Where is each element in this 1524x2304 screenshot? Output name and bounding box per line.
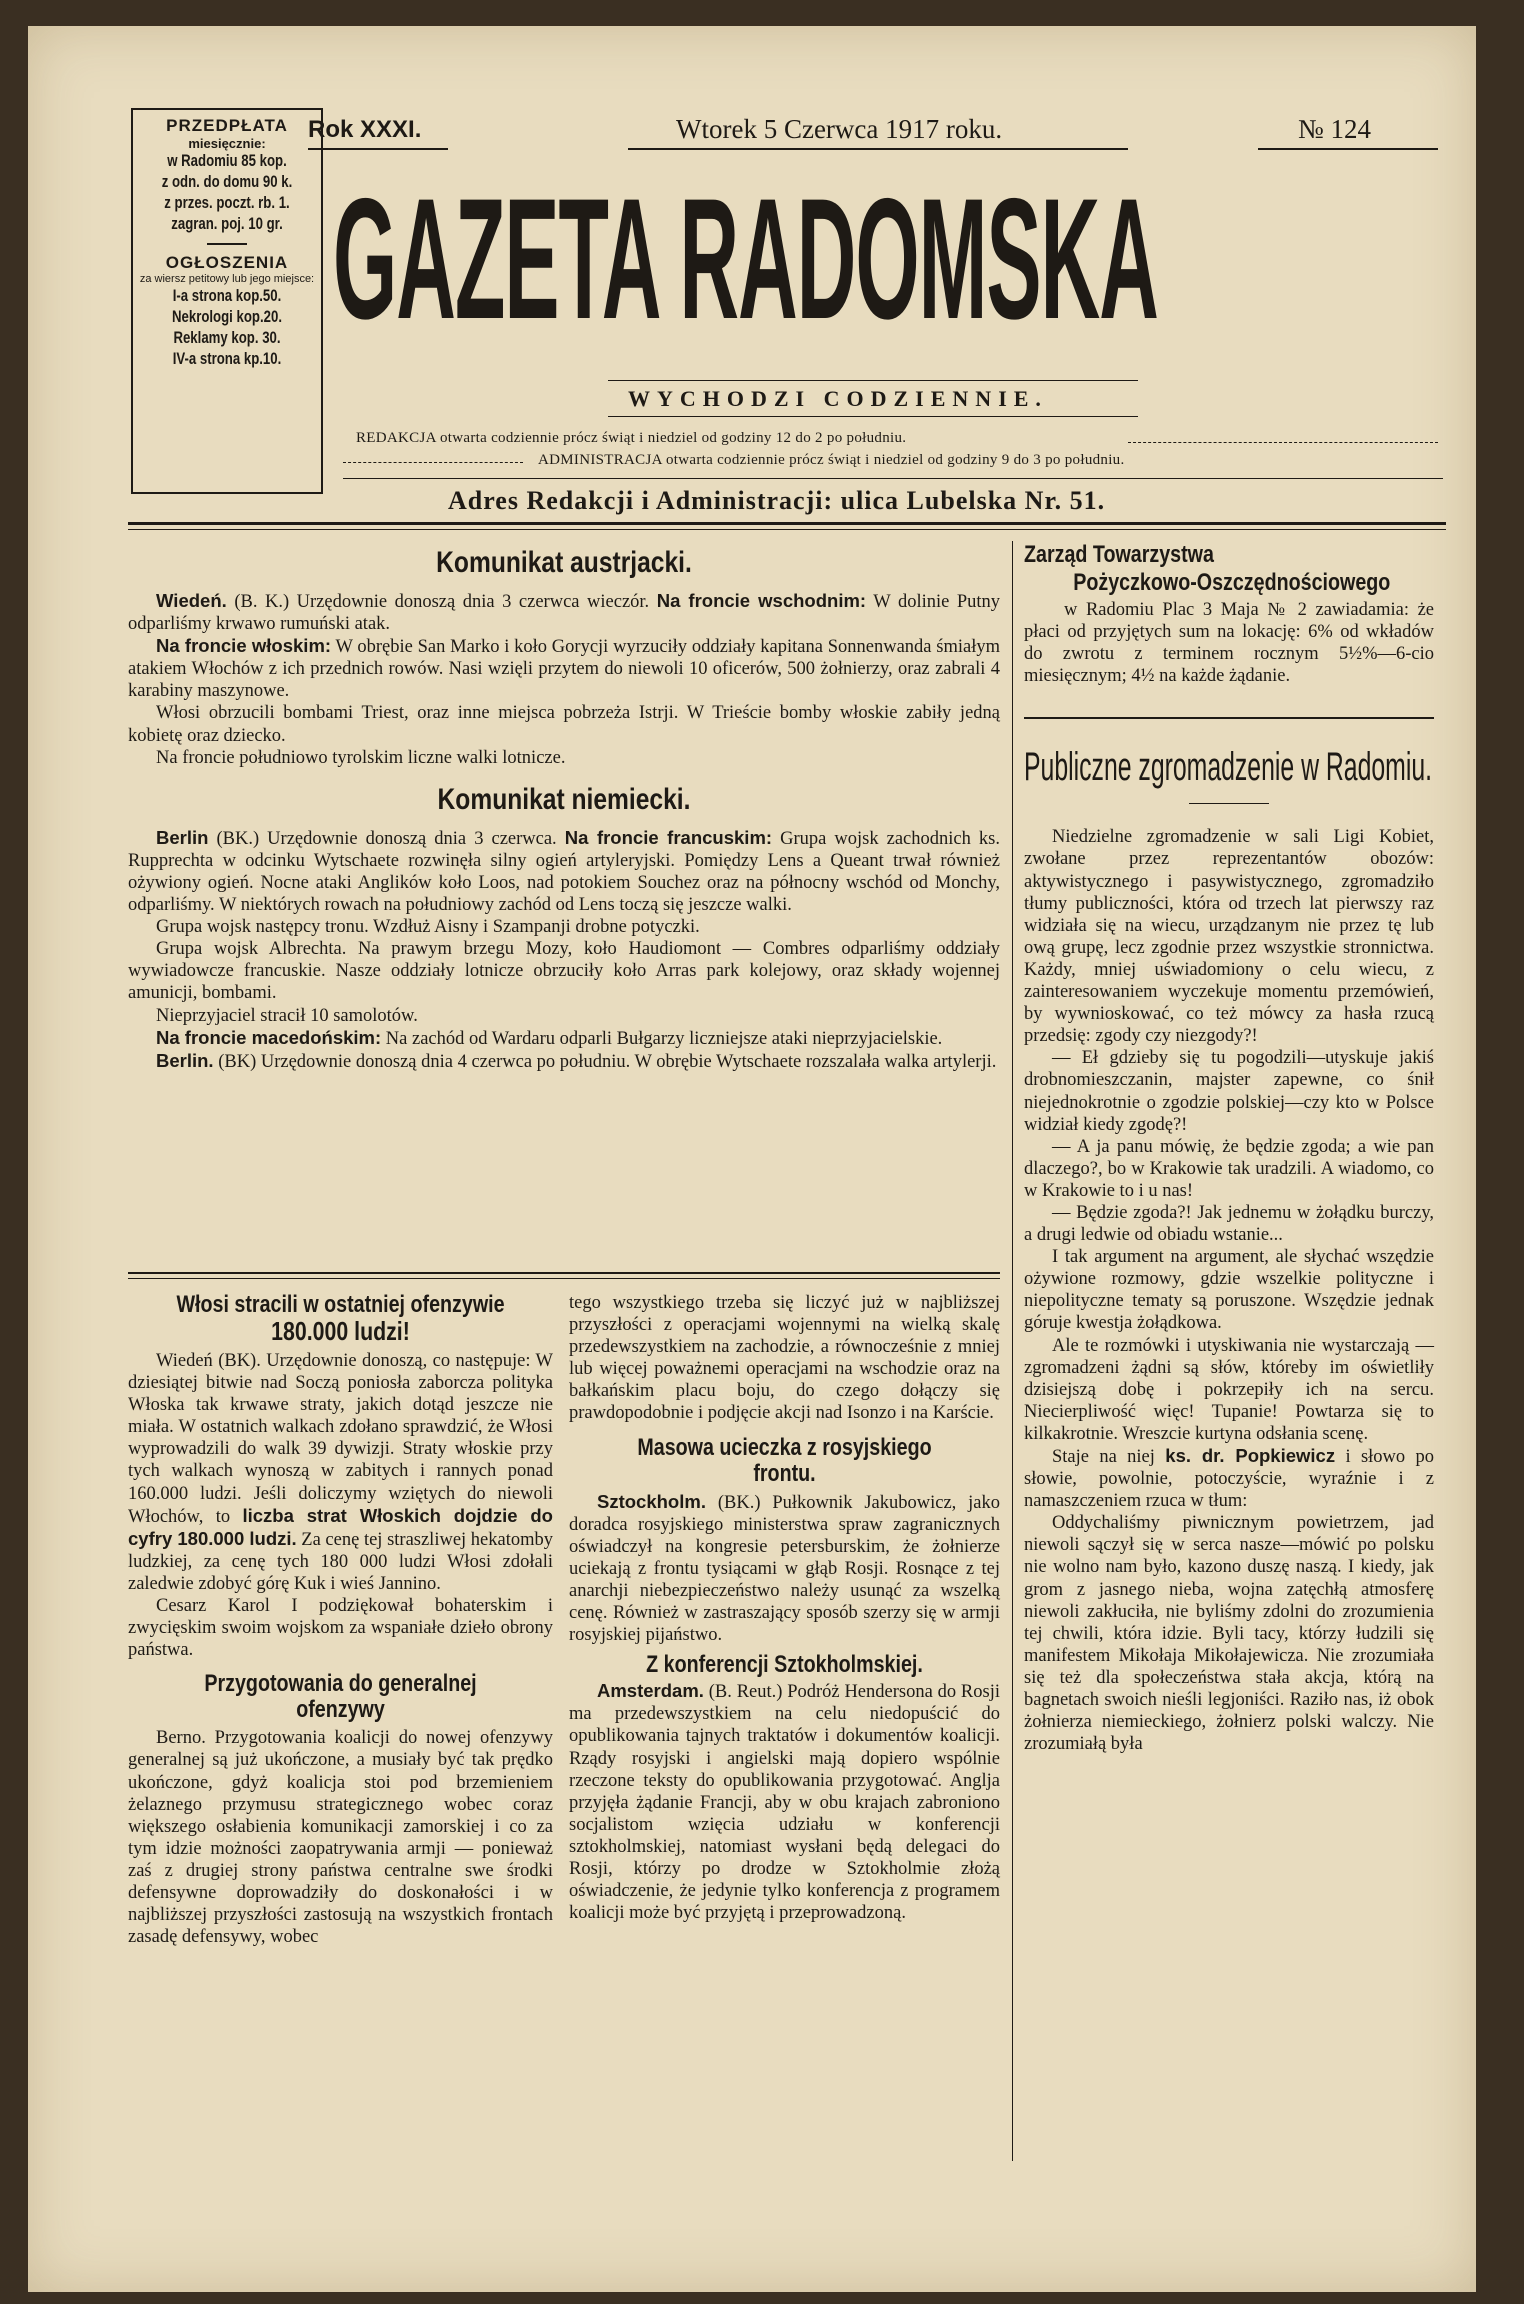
austrian-communique-body <box>128 590 1000 769</box>
dateline: Amsterdam. <box>597 1680 704 1702</box>
german-communique-body <box>128 827 1000 1073</box>
text: W dolinie Putny odparliśmy krwawo rumuński atak. <box>128 592 1001 635</box>
subscription-rate: z odn. do domu 90 k. <box>161 173 293 191</box>
paragraph: Na froncie południowo tyrolskim liczne walki lotnicze. <box>156 747 566 768</box>
emphasis: ks. dr. Popkiewicz <box>1165 1445 1336 1466</box>
ads-subtitle: za wiersz petitowy lub jego miejsce: <box>139 273 315 285</box>
emphasis: liczba strat Włoskich dojdzie do cyfry 180.000 ludzi. <box>128 1504 553 1549</box>
title-line: Włosi stracili w ostatniej ofenzywie <box>176 1291 505 1318</box>
stockholm-conference-body <box>569 1680 1000 1924</box>
paragraph: tego wszystkiego trzeba się liczyć już w najbliższej przyszłości z operacjami wojennymi na wielką skalę przedewszystkiem na zachodzie, a równocześnie z mniej lub więcej poważnemi operacjami na wschodzie oraz na bałkańskim placu boju, do czego dołączy się prawdopodobnie i podjęcie akcji nad Isonzo i na Karście. <box>569 1293 1000 1424</box>
dashed-rule <box>343 462 523 463</box>
frequency-rule <box>608 416 1138 417</box>
paragraph <box>569 1491 1000 1647</box>
italians-losses-title <box>166 1292 515 1344</box>
paragraph: — Będzie zgoda?! Jak jednemu w żołądku burczy, a drugi ledwie od obiadu wstanie... <box>1024 1202 1434 1246</box>
ads-rate: I-a strona kop.50. <box>172 287 282 305</box>
paragraph: Włosi obrzucili bombami Triest, oraz inne miejsca pobrzeża Istrji. W Trieście bomby włoskie zabiły jedną kobietę oraz dziecko. <box>128 703 1000 746</box>
paragraph: Ale te rozmówki i utyskiwania nie wystarczają — zgromadzeni żądni są słów, któreby im oświetliły dzisiejszą dobę i pokrzepiły ich na sercu. Niecierpliwość więc! Tupanie! Powtarza się to kilkakrotnie. Wreszcie kurtyna odsłania scenę. <box>1024 1335 1434 1444</box>
paragraph: — Eł gdzieby się tu pogodzili—utyskuje jakiś drobnomieszczanin, majster zapewne, co śnił niejednokrotnie o zgodzie polskiej—czy kto w Polsce widział kiedy zgodę?! <box>1024 1048 1434 1135</box>
year-label: Rok XXXI. <box>308 116 422 143</box>
subscription-rate: z przes. poczt. rb. 1. <box>164 194 290 212</box>
dateline: Wiedeń <box>156 1351 213 1371</box>
italians-losses-body <box>128 1350 553 1661</box>
section-divider <box>128 1272 1000 1274</box>
mass-escape-title <box>608 1435 961 1487</box>
communiques-section <box>128 526 1000 1266</box>
paragraph <box>128 1727 553 1948</box>
title-line: Przygotowania do generalnej <box>204 1670 477 1698</box>
newspaper-page <box>28 26 1476 2292</box>
paragraph <box>569 1680 1000 1924</box>
editorial-address: Adres Redakcji i Administracji: ulica Lubelska Nr. 51. <box>448 486 1106 515</box>
column-divider <box>1012 541 1013 2161</box>
subscription-subtitle: miesięcznie: <box>188 136 266 151</box>
right-column <box>1024 541 1434 2161</box>
masthead-bottom-rule <box>128 522 1446 525</box>
text: i słowo po słowie, powolnie, potoczyście, wyraźnie i z namaszczeniem rzuca w tłum: <box>1024 1447 1435 1512</box>
mass-escape-body <box>569 1491 1000 1647</box>
paragraph <box>128 827 1000 916</box>
stockholm-conference-title: Z konferencji Sztokholmskiej. <box>646 1651 923 1679</box>
text: (BK). Urzędownie donoszą, co następuje: W dziesiątej bitwie nad Soczą poniosła zaborcza polityka Włoska tak krwawe straty, jakich dotąd jeszcze nie miała. W ostatnich walkach zdołano sprawdzić, że Włosi wyprowadzili do walk 39 dywizji. Straty włoskie przy tych walkach wynoszą w zabitych i rannych ponad 160.000 ludzi. Jeśli doliczymy wziętych do niewoli Włochów, to <box>128 1351 554 1527</box>
paragraph: Niedzielne zgromadzenie w sali Ligi Kobiet, zwołane przez reprezentantów obozów: aktywistycznego i pasywistycznego, zgromadziło tłumy publiczności, która od trzech lat pierwszy raz widziała się na wiecu, urządzanym nie przez tę lub ową grupę, lecz zgodnie przez wszystkie stronnictwa. Każdy, mniej uświadomiony o celu wiecu, z zainteresowaniem wyczekuje momentu przemówień, by wywnioskować, co też mówcy za hasła rzucą przedsię: zgody czy niezgody?! <box>1024 827 1434 1047</box>
ads-rate: Reklamy kop. 30. <box>173 329 281 347</box>
text: (BK.) Pułkownik Jakubowicz, jako doradca rosyjskiego ministerstwa spraw zagranicznych oświadczył na kongresie petersburskim, że żołnierze uciekają z frontu tysiącami w głąb Rosji. Rosnące z tej anarchji niebezpieczeństwo należy usunąć za wszelką cenę. Również w zastraszający sposób szerzy się w armji rosyjskiej pijaństwo. <box>569 1492 1001 1646</box>
front-label: Na froncie macedońskim: <box>156 1026 382 1048</box>
dateline: Wiedeń. <box>156 590 227 611</box>
title-line: Pożyczkowo-Oszczędnościowego <box>1073 569 1391 596</box>
preparations-continuation <box>569 1292 1000 1425</box>
frequency-label: WYCHODZI CODZIENNIE. <box>628 386 1048 411</box>
text: Za cenę tej straszliwej hekatomby ludzkiej, za cenę tych 180 000 ludzi Włosi zdołali zaledwie zdobyć górę Kuk i wieś Jannino. <box>128 1529 554 1594</box>
ads-rate: Nekrologi kop.20. <box>171 308 283 326</box>
issue-underline <box>1258 148 1438 150</box>
paragraph: I tak argument na argument, ale słychać wszędzie ożywione rozmowy, gdzie wszelkie polityczne i niepolityczne tematy są poruszone. Wszędzie jednak góruje kwestja żołądkowa. <box>1024 1247 1434 1334</box>
front-label: Na froncie wschodnim: <box>656 590 867 611</box>
public-meeting-body <box>1024 826 1434 1755</box>
austrian-communique-title: Komunikat austrjacki. <box>436 546 692 579</box>
column-2 <box>569 1292 1000 2172</box>
paragraph <box>128 1350 553 1595</box>
paragraph: w Radomiu Plac 3 Maja № 2 zawiadamia: że płaci od przyjętych sum na lokację: 6% od wkładów do zwrotu z terminem rocznym 5½%—6-cio miesięcznym; 4½ na każde żądanie. <box>1024 600 1434 687</box>
paragraph: Nieprzyjaciel stracił 10 samolotów. <box>156 1005 418 1026</box>
title-line: 180.000 ludzi! <box>271 1316 410 1346</box>
text: (BK.) Urzędownie donoszą dnia 3 czerwca. <box>216 828 557 849</box>
paragraph: Cesarz Karol I podziękował bohaterskim i zwycięskim swoim wojskom za wspaniałe dzieło obrony państwa. <box>128 1596 553 1661</box>
date-underline <box>628 148 1128 150</box>
subscription-rate: w Radomiu 85 kop. <box>167 152 287 170</box>
german-communique-title: Komunikat niemiecki. <box>437 782 691 816</box>
paragraph <box>128 635 1000 702</box>
dateline: Berno. <box>156 1728 206 1749</box>
title-line: Masowa ucieczka z rosyjskiego <box>637 1433 932 1461</box>
subscription-title: PRZEDPŁATA <box>166 116 288 135</box>
text: (BK) Urzędownie donoszą dnia 4 czerwca po południu. W obrębie Wytschaete rozszalała walka artylerji. <box>218 1051 997 1072</box>
paragraph: Grupa wojsk Albrechta. Na prawym brzegu Mozy, koło Haudiomont — Combres odparliśmy oddziały wywiadowcze francuskie. Nasze oddziały lotnicze obrzuciły koło Arras park kolejowy, oraz składy wojennej amunicji, bombami. <box>128 939 1000 1004</box>
text: (B. Reut.) Podróż Hendersona do Rosji ma przedewszystkiem na celu niedopuścić do opublikowania tajnych traktatów i dokumentów koalicji. Rządy rosyjski i angielski mają dopiero wspólnie rzeczone teksty do opublikowania przygotować. Anglja przyjęła żądanie Francji, aby w obu krajach zabroniono socjalistom wzięcia udziału w konferencji sztokholmskiej, natomiast wysłani będą delegaci do Rosji, którzy po drodze w Sztokholmie złożą oświadczenie, że jedynie tylko konferencja z programem koalicji może być przyjętą i przeprowadzoną. <box>569 1682 1000 1924</box>
text: Na zachód od Wardaru odparli Bułgarzy liczniejsze ataki nieprzyjacielskie. <box>385 1028 943 1049</box>
editorial-hours: REDAKCJA otwarta codziennie prócz świąt i niedziel od godziny 12 do 2 po południu. <box>356 430 907 446</box>
title-line: frontu. <box>753 1459 816 1487</box>
dashed-rule <box>1128 442 1438 443</box>
paragraph: Oddychaliśmy piwnicznym powietrzem, jad niewoli sączył się w serca nasze—mówić po polsku nie wolno nam było, kazono duszę naszą. I kiedy, jak grom z jasnego nieba, wojna zatęchłą atmosferę niewoli zakłuciła, nie byliśmy zdolni do zrozumienia tej chwili, która idzie. Byli tacy, którzy łudzili się manifestem Mikołaja Mikołajewicza. Nie zrozumiała się też dla społeczeństwa stała akcja, którą na bagnetach swoich nieśli legjoniści. Raziło nas, iż obok żołnierza niemieckiego, żołnierz polski walczy. Nie zrozumiałą była <box>1024 1513 1434 1755</box>
short-rule <box>1189 803 1269 804</box>
text: W obrębie San Marko i koło Gorycji wyrzuciły oddziały kapitana Sonnenwanda śmiałym atakiem Włochów z ich przednich rowów. Nasi wzięli przytem do niewoli 10 oficerów, 500 żołnierzy, oraz zabrali 4 karabiny maszynowe. <box>128 637 1001 702</box>
paragraph <box>128 1050 1000 1073</box>
admin-hours: ADMINISTRACJA otwarta codziennie prócz świąt i niedziel od godziny 9 do 3 po południu. <box>538 452 1125 468</box>
text: Przygotowania koalicji do nowej ofenzywy generalnej są już ukończone, a musiały być tak prędko ukończone, gdyż koalicja stoi pod brzemieniem żelaznego przymusu strategicznego wobec coraz większego osłabienia komunikacji zamorskiej i co za tym idzie możności zaopatrywania armji — ponieważ zaś z drugiej strony państwa centralne swe środki defensywne doprowadziły do doskonałości i w najbliższej przyszłości zastosują na wszystkich frontach zasadę defensywy, wobec <box>128 1728 554 1948</box>
box-divider <box>207 243 247 245</box>
dateline: Berlin <box>156 826 209 848</box>
column-1 <box>128 1292 553 2172</box>
year-underline <box>308 148 448 150</box>
dateline: Sztockholm. <box>597 1490 706 1512</box>
text: (B. K.) Urzędownie donoszą dnia 3 czerwca wieczór. <box>234 592 650 612</box>
section-divider <box>128 1278 1000 1279</box>
text: Grupa wojsk zachodnich ks. Rupprechta w odcinku Wytschaete rozwinęła silny ogień artyleryjski. Pomiędzy Lens a Queant trwał również ożywiony ogień. Nocne ataki Anglików koło Loos, nad potokiem Souchez oraz na północny wschód od Monchy, odparliśmy. W niektórych rowach na południowy zachód od Lens toczą się jeszcze walki. <box>128 828 1000 916</box>
paragraph <box>1024 1445 1434 1512</box>
paragraph <box>128 1027 1000 1050</box>
issue-number: № 124 <box>1298 114 1372 144</box>
issue-date: Wtorek 5 Czerwca 1917 roku. <box>676 114 1003 144</box>
loan-society-body <box>1024 599 1434 687</box>
public-meeting-title: Publiczne zgromadzenie w Radomiu. <box>1024 745 1433 790</box>
paragraph <box>128 590 1000 635</box>
dateline: Berlin. <box>156 1049 214 1071</box>
loan-society-title <box>1024 541 1434 597</box>
paragraph: — A ja panu mówię, że będzie zgoda; a wie pan dlaczego?, bo w Krakowie tak uradzili. A wiadomo, co w Krakowie to i u nas! <box>1024 1136 1434 1201</box>
text: Staje na niej <box>1052 1447 1155 1467</box>
subscription-box <box>131 108 323 494</box>
ads-title: OGŁOSZENIA <box>165 253 289 272</box>
ads-rate: IV-a strona kp.10. <box>172 350 282 368</box>
header-rule <box>343 478 1443 479</box>
frequency-rule <box>608 380 1138 381</box>
front-label: Na froncie francuskim: <box>564 826 773 848</box>
section-divider <box>1024 717 1434 719</box>
title-line: ofenzywy <box>296 1696 385 1724</box>
paragraph: Grupa wojsk następcy tronu. Wzdłuż Aisny i Szampanji drobne potyczki. <box>156 917 700 938</box>
preparations-title <box>166 1671 515 1723</box>
preparations-body <box>128 1727 553 1948</box>
front-label: Na froncie włoskim: <box>156 635 332 657</box>
subscription-rate: zagran. poj. 10 gr. <box>171 215 283 233</box>
title-line: Zarząd Towarzystwa <box>1024 541 1214 568</box>
newspaper-title: GAZETA RADOMSKA <box>333 163 1158 355</box>
